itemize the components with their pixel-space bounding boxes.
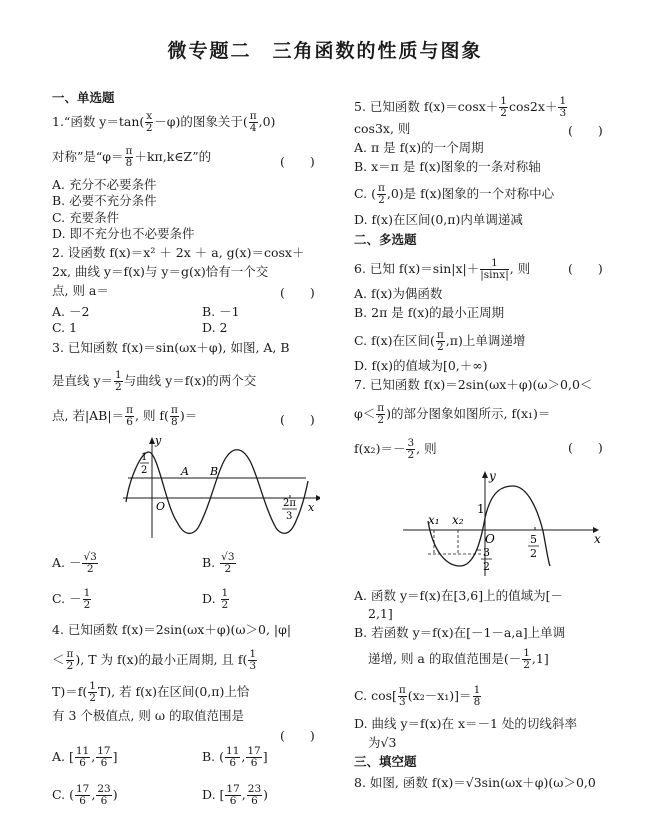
fraction: $\frac{x}{2}$ [145,110,153,134]
q7-option-b-line2[interactable]: 递增, 则 a 的取值范围是(－ $\frac{1}{2}$ ,1] [368,647,549,671]
fraction: $\frac{17}{6}$ [75,783,90,807]
fraction: $\frac{\pi}{2}$ [377,182,385,206]
q3-text: 与曲线 y＝f(x)的两个交 [123,373,257,388]
q1-line1 [52,111,275,134]
q6-option-d[interactable]: D. f(x)的值域为[0,＋∞) [354,358,488,373]
point-b-label: B [210,465,219,478]
fraction: $\frac{17}{6}$ [226,783,240,807]
fraction: $\frac{17}{6}$ [247,745,261,769]
q2-answer-paren[interactable]: ( ) [280,285,315,300]
q4-line3: T)＝f( $\frac{1}{2}$ T), 若 f(x)在区间(0,π)上恰 [52,680,250,704]
q1-line2 [52,146,211,169]
x1-label: x₁ [428,513,440,527]
fraction: $\frac{1}{2}$ [523,647,530,671]
q5-line2: cos3x, 则 [354,121,411,136]
fraction: $\frac{1}{2}$ [83,587,91,611]
q5-option-a[interactable]: A. π 是 f(x)的一个周期 [354,140,484,155]
q3-text: 点, 若|AB|＝ [52,408,125,423]
q1-text: 对称”是“φ＝ [52,149,124,164]
q7-answer-paren[interactable]: ( ) [568,440,603,455]
x-axis-label: x [308,501,315,514]
sine-curve [126,450,308,534]
q7-line1: 7. 已知函数 f(x)＝2sin(ωx＋φ)(ω＞0,0＜ [354,377,593,392]
q6-option-c[interactable]: C. f(x)在区间( $\frac{\pi}{2}$ ,π)上单调递增 [354,329,526,353]
q1-text: －φ)的图象关于( [154,114,248,129]
q5-answer-paren[interactable]: ( ) [568,123,603,138]
fraction: $\frac{23}{6}$ [247,783,262,807]
q5-line1: 5. 已知函数 f(x)＝cosx＋ $\frac{1}{2}$ cos2x＋ $\frac{1}{3}$ [354,95,567,119]
q3-option-c[interactable]: C. － $\frac{1}{2}$ [52,587,91,611]
x2-label: x₂ [452,513,464,527]
section-fill-in: 三、填空题 [354,754,417,769]
fraction: $\frac{1}{3}$ [249,648,257,672]
q3-text: )＝ [179,408,198,423]
fraction: $\frac{\pi}{2}$ [436,329,444,353]
half-label-den: 2 [141,465,148,476]
fraction: $\frac{1}{3}$ [559,95,567,119]
q6-option-b[interactable]: B. 2π 是 f(x)的最小正周期 [354,305,505,320]
q4-option-c[interactable]: C. ( $\frac{17}{6}$ , $\frac{23}{6}$ ) [52,783,118,807]
fraction: $\frac{17}{6}$ [97,745,111,769]
fraction: $\frac{1}{2}$ [500,95,507,119]
fraction: $\frac{\pi}{3}$ [398,684,406,708]
fraction: $\frac{1}{|\sin x|}$ [480,257,509,281]
fraction: $\frac{\pi}{2}$ [66,648,74,672]
q5-option-b[interactable]: B. x＝π 是 f(x)图象的一条对称轴 [354,159,541,174]
fraction: $\frac{1}{8}$ [473,684,481,708]
q2-option-b[interactable]: B. －1 [202,304,240,319]
right-column [354,0,620,834]
q3-answer-paren[interactable]: ( ) [280,412,315,427]
x-axis-arrow-icon [316,495,320,501]
q3-option-a[interactable]: A. － $\frac{√3}{2}$ [52,551,97,575]
q7-option-c[interactable]: C. cos[ $\frac{\pi}{3}$ (x₂－x₁)]＝ $\frac{1}{8}$ [354,684,481,708]
q7-option-a-line1[interactable]: A. 函数 y＝f(x)在[3,6]上的值域为[－ [354,588,563,603]
q1-text: ,0) [258,114,276,129]
q5-option-d[interactable]: D. f(x)在区间(0,π)内单调递减 [354,212,523,227]
x-axis-label: x [594,532,601,546]
q1-option-c[interactable]: C. 充要条件 [52,210,120,225]
q3-line3 [52,405,197,428]
y-axis-label: y [489,469,496,483]
left-column [52,0,332,834]
q1-text: ＋kπ,k∈Z”的 [134,149,212,164]
section-single-choice: 一、单选题 [52,90,115,105]
tick-label-num: 2π [283,498,296,509]
q4-option-a[interactable]: A. [ $\frac{11}{6}$ , $\frac{17}{6}$ ] [52,745,118,769]
q3-sine-graph [120,436,320,540]
tick-label-den: 3 [286,511,293,522]
fraction: $\frac{23}{6}$ [97,783,111,807]
q7-option-d-line1[interactable]: D. 曲线 y＝f(x)在 x＝－1 处的切线斜率 [354,716,577,731]
q7-option-a-line2[interactable]: 2,1] [368,606,393,621]
q4-answer-paren[interactable]: ( ) [280,728,315,743]
fraction: $\frac{1}{2}$ [89,680,96,704]
q7-option-b-line1[interactable]: B. 若函数 y＝f(x)在[－1－a,a]上单调 [354,625,566,640]
fraction: $\frac{1}{2}$ [221,587,229,611]
five-halves-den: 2 [530,547,537,560]
q7-sine-graph [398,466,608,578]
q8-line1: 8. 如图, 函数 f(x)＝√3sin(ωx＋φ)(ω＞0,0 [354,775,596,790]
q4-option-d[interactable]: D. [ $\frac{17}{6}$ , $\frac{23}{6}$ ) [202,783,269,807]
y-axis-arrow-icon [482,471,488,478]
q2-line2: 2x, 曲线 y＝f(x)与 y＝g(x)恰有一个交 [52,264,269,279]
q1-option-d[interactable]: D. 即不充分也不必要条件 [52,226,195,241]
fraction: $\frac{11}{6}$ [226,745,240,769]
origin-label: O [156,500,166,513]
fraction: $\frac{√3}{2}$ [221,551,235,575]
fraction: $\frac{3}{2}$ [407,437,415,461]
q3-option-b[interactable]: B. $\frac{√3}{2}$ [202,551,235,575]
q1-text: 1.“函数 y＝tan( [52,114,145,129]
neg-three-halves-den: 2 [483,560,490,573]
fraction: $\frac{11}{6}$ [75,745,90,769]
q6-answer-paren[interactable]: ( ) [568,261,603,276]
y-one-label: 1 [477,502,485,516]
y-axis-label: y [155,436,162,447]
q6-line1: 6. 已知 f(x)＝sin|x|＋ $\frac{1}{|\sin x|}$ , 则 [354,257,531,281]
q1-option-a[interactable]: A. 充分不必要条件 [52,177,157,192]
q2-option-a[interactable]: A. －2 [52,304,90,319]
q6-option-a[interactable]: A. f(x)为偶函数 [354,286,443,301]
q4-option-b[interactable]: B. ( $\frac{11}{6}$ , $\frac{17}{6}$ ] [202,745,268,769]
q3-text: , 则 f( [135,408,169,423]
q5-option-c[interactable]: C. ( $\frac{\pi}{2}$ ,0)是 f(x)图象的一个对称中心 [354,182,555,206]
fraction: $\frac{\pi}{6}$ [126,404,133,428]
q1-answer-paren[interactable]: ( ) [280,154,315,169]
fraction: $\frac{\pi}{4}$ [249,110,257,134]
fraction: $\frac{\pi}{8}$ [125,145,133,169]
q4-line1: 4. 已知函数 f(x)＝2sin(ωx＋φ)(ω＞0, |φ| [52,622,292,637]
fraction: $\frac{1}{2}$ [115,369,122,393]
page-title: 微专题二 三角函数的性质与图象 [167,40,483,62]
q3-line1: 3. 已知函数 f(x)＝sin(ωx＋φ), 如图, A, B [52,340,290,355]
q3-text: 是直线 y＝ [52,373,114,388]
q4-line4: 有 3 个极值点, 则 ω 的取值范围是 [52,708,244,723]
q3-option-d[interactable]: D. $\frac{1}{2}$ [202,587,229,611]
q2-option-c[interactable]: C. 1 [52,320,78,335]
neg-three-halves-num: 3 [483,546,490,559]
q2-line1: 2. 设函数 f(x)＝x² ＋ 2x ＋ a, g(x)＝cosx＋ [52,245,305,260]
point-a-label: A [181,465,189,478]
q2-line3: 点, 则 a＝ [52,283,109,298]
q1-option-b[interactable]: B. 必要不充分条件 [52,193,157,208]
q7-line2: φ＜ $\frac{\pi}{2}$ )的部分图象如图所示, f(x₁)＝ [354,402,551,426]
fraction: $\frac{\pi}{8}$ [170,404,178,428]
origin-label: O [485,532,495,546]
q7-option-d-line2[interactable]: 为√3 [368,735,397,750]
half-label-num: 1 [141,452,148,463]
q3-line2 [52,370,256,393]
five-halves-num: 5 [530,533,537,546]
section-multiple-choice: 二、多选题 [354,232,417,247]
q2-option-d[interactable]: D. 2 [202,320,228,335]
q7-line3: f(x₂)＝－ $\frac{3}{2}$ , 则 [354,437,437,461]
q4-line2: ＜ $\frac{\pi}{2}$ ), T 为 f(x)的最小正周期, 且 f( $\frac{1}{3}$ [52,648,257,672]
fraction: $\frac{\pi}{2}$ [377,402,385,426]
fraction: $\frac{√3}{2}$ [83,551,97,575]
